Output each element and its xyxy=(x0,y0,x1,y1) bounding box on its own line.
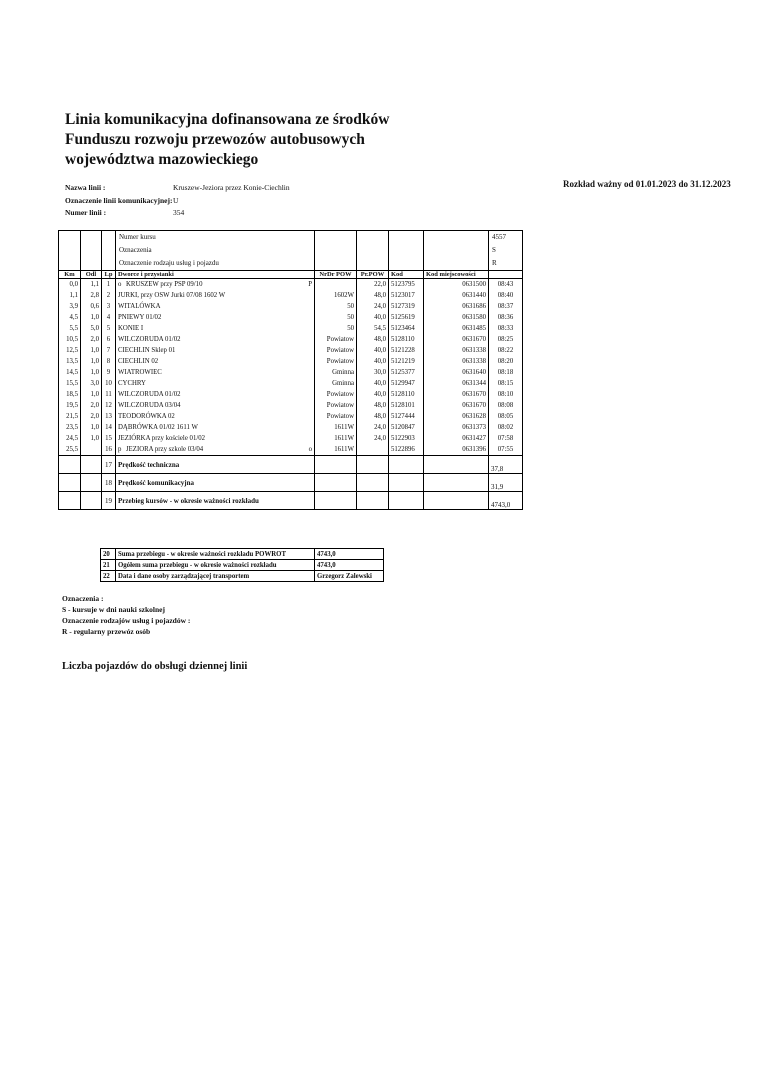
kod-cell: 5127444 xyxy=(389,411,424,422)
summary-row xyxy=(59,474,523,492)
kodm-cell: 0631640 xyxy=(424,367,489,378)
stop-name: TEODORÓWKA 02 xyxy=(118,413,175,420)
stop-name: CIECHLIN 02 xyxy=(118,358,159,365)
sum-row xyxy=(101,549,384,560)
line-mark-value: U xyxy=(173,196,179,205)
kod-cell: 5128110 xyxy=(389,389,424,400)
lp-cell: 6 xyxy=(102,334,116,345)
note-line: S - kursuje w dni nauki szkolnej xyxy=(62,605,165,614)
stop-name: WIATROWIEC xyxy=(118,369,162,376)
summary-blank xyxy=(357,456,389,474)
kodm-cell: 0631670 xyxy=(424,334,489,345)
summary-blank xyxy=(315,492,357,510)
km-cell: 21,5 xyxy=(59,411,81,422)
lp-cell: 13 xyxy=(102,411,116,422)
prpow-cell: 40,0 xyxy=(357,389,389,400)
time-cell: 07:55 xyxy=(489,444,523,456)
kodm-cell: 0631373 xyxy=(424,422,489,433)
lp-cell: 8 xyxy=(102,356,116,367)
nrdr-cell: Gminna xyxy=(315,378,357,389)
prpow-cell: 40,0 xyxy=(357,356,389,367)
stop-row xyxy=(59,301,523,312)
summary-blank xyxy=(424,456,489,474)
sum-value: Grzegorz Zalewski xyxy=(315,571,384,582)
kod-cell: 5125377 xyxy=(389,367,424,378)
nrdr-cell: Gminna xyxy=(315,367,357,378)
summary-blank xyxy=(389,456,424,474)
kod-cell: 5128101 xyxy=(389,400,424,411)
summary-lp: 17 xyxy=(102,456,116,474)
nrdr-cell: Powiatow xyxy=(315,334,357,345)
km-cell: 0,0 xyxy=(59,279,81,291)
course-service-label: Oznaczenie rodzaju usług i pojazdu xyxy=(119,259,219,267)
timetable xyxy=(58,230,523,510)
km-cell: 14,5 xyxy=(59,367,81,378)
prpow-cell: 48,0 xyxy=(357,400,389,411)
kod-cell: 5123795 xyxy=(389,279,424,291)
sum-value: 4743,0 xyxy=(315,560,384,571)
time-cell: 08:18 xyxy=(489,367,523,378)
odl-cell: 3,0 xyxy=(81,378,102,389)
summary-row xyxy=(59,492,523,510)
summary-blank xyxy=(81,492,102,510)
kod-cell: 5123464 xyxy=(389,323,424,334)
col-odl: Odl xyxy=(81,271,102,279)
line-number-label: Numer linii : xyxy=(65,208,107,217)
prpow-cell: 24,0 xyxy=(357,301,389,312)
line-number-value: 354 xyxy=(173,208,185,217)
odl-cell: 1,0 xyxy=(81,312,102,323)
stop-cell xyxy=(116,312,315,323)
stop-cell xyxy=(116,433,315,444)
kodm-cell: 0631396 xyxy=(424,444,489,456)
km-cell: 12,5 xyxy=(59,345,81,356)
summary-blank xyxy=(59,474,81,492)
kodm-cell: 0631338 xyxy=(424,356,489,367)
stop-name: KONIE I xyxy=(118,325,144,332)
time-cell: 08:25 xyxy=(489,334,523,345)
summary-blank xyxy=(357,474,389,492)
stop-row xyxy=(59,323,523,334)
odl-cell: 1,0 xyxy=(81,345,102,356)
kodm-cell: 0631580 xyxy=(424,312,489,323)
course-number-label: Numer kursu xyxy=(119,233,156,241)
stop-cell xyxy=(116,356,315,367)
nrdr-cell: 50 xyxy=(315,323,357,334)
time-cell: 08:22 xyxy=(489,345,523,356)
stop-cell xyxy=(116,323,315,334)
kod-cell: 5122903 xyxy=(389,433,424,444)
lp-cell: 4 xyxy=(102,312,116,323)
prpow-cell: 48,0 xyxy=(357,290,389,301)
nrdr-cell: Powiatow xyxy=(315,400,357,411)
stop-cell xyxy=(116,422,315,433)
lp-cell: 7 xyxy=(102,345,116,356)
stop-cell xyxy=(116,345,315,356)
kodm-cell: 0631670 xyxy=(424,400,489,411)
prpow-cell: 40,0 xyxy=(357,312,389,323)
kodm-cell: 0631485 xyxy=(424,323,489,334)
kod-cell: 5120847 xyxy=(389,422,424,433)
km-cell: 13,5 xyxy=(59,356,81,367)
stop-row xyxy=(59,279,523,291)
summary-blank xyxy=(424,474,489,492)
stop-cell xyxy=(116,290,315,301)
stop-row xyxy=(59,334,523,345)
stop-cell xyxy=(116,389,315,400)
stop-cell xyxy=(116,444,315,456)
km-cell: 25,5 xyxy=(59,444,81,456)
nrdr-cell: Powiatow xyxy=(315,389,357,400)
kodm-cell: 0631628 xyxy=(424,411,489,422)
kod-cell: 5128110 xyxy=(389,334,424,345)
km-cell: 10,5 xyxy=(59,334,81,345)
course-mark: S xyxy=(492,246,496,254)
km-cell: 15,5 xyxy=(59,378,81,389)
km-cell: 24,5 xyxy=(59,433,81,444)
summary-label: Prędkość komunikacyjna xyxy=(116,474,315,492)
sums-table xyxy=(100,548,384,582)
odl-cell: 2,8 xyxy=(81,290,102,301)
sum-label: Suma przebiegu - w okresie ważności rozkładu POWROT xyxy=(116,549,315,560)
vehicles-count-label: Liczba pojazdów do obsługi dziennej linii xyxy=(62,661,248,672)
sum-row xyxy=(101,560,384,571)
odl-cell: 2,0 xyxy=(81,334,102,345)
summary-blank xyxy=(389,492,424,510)
stop-name: JEZIORA przy szkole 03/04 xyxy=(126,446,204,453)
prpow-cell: 24,0 xyxy=(357,433,389,444)
sum-lp: 22 xyxy=(101,571,116,582)
stop-name: WILCZORUDA 01/02 xyxy=(118,336,181,343)
kod-cell: 5123017 xyxy=(389,290,424,301)
prpow-cell: 40,0 xyxy=(357,378,389,389)
col-time xyxy=(489,271,523,279)
lp-cell: 9 xyxy=(102,367,116,378)
summary-blank xyxy=(424,492,489,510)
stop-mark: o xyxy=(118,281,122,288)
nrdr-cell: Powiatow xyxy=(315,356,357,367)
note-line: Oznaczenia : xyxy=(62,594,104,603)
validity-period: Rozkład ważny od 01.01.2023 do 31.12.2023 xyxy=(563,179,731,189)
stop-mark: p xyxy=(118,446,122,453)
kod-cell: 5127319 xyxy=(389,301,424,312)
stop-cell xyxy=(116,334,315,345)
time-cell: 08:33 xyxy=(489,323,523,334)
stop-name: JEZIÓRKA przy kościele 01/02 xyxy=(118,435,206,442)
prpow-cell: 40,0 xyxy=(357,345,389,356)
odl-cell: 1,0 xyxy=(81,422,102,433)
col-kodm: Kod miejscowości xyxy=(424,271,489,279)
stop-cell xyxy=(116,411,315,422)
summary-blank xyxy=(315,474,357,492)
stop-name: DĄBRÓWKA 01/02 1611 W xyxy=(118,424,198,431)
stop-name: WILCZORUDA 03/04 xyxy=(118,402,181,409)
stop-name: CIECHLIN Sklep 01 xyxy=(118,347,176,354)
col-kod: Kod xyxy=(389,271,424,279)
lp-cell: 11 xyxy=(102,389,116,400)
kodm-cell: 0631686 xyxy=(424,301,489,312)
stop-row xyxy=(59,356,523,367)
odl-cell xyxy=(81,444,102,456)
stop-side-mark: P xyxy=(308,281,312,288)
stop-cell xyxy=(116,301,315,312)
nrdr-cell xyxy=(315,279,357,291)
col-lp: Lp xyxy=(102,271,116,279)
time-cell: 08:36 xyxy=(489,312,523,323)
stop-row xyxy=(59,378,523,389)
nrdr-cell: 1602W xyxy=(315,290,357,301)
odl-cell: 1,0 xyxy=(81,389,102,400)
nrdr-cell: Powiatow xyxy=(315,411,357,422)
stop-row xyxy=(59,389,523,400)
column-header-row xyxy=(59,271,523,279)
summary-label: Przebieg kursów - w okresie ważności rozkładu xyxy=(116,492,315,510)
kodm-cell: 0631427 xyxy=(424,433,489,444)
kod-cell: 5121228 xyxy=(389,345,424,356)
stop-name: PNIEWY 01/02 xyxy=(118,314,162,321)
stop-cell xyxy=(116,367,315,378)
lp-cell: 5 xyxy=(102,323,116,334)
stop-row xyxy=(59,411,523,422)
course-header-row xyxy=(59,231,523,271)
stop-row xyxy=(59,312,523,323)
summary-value: 37,8 xyxy=(489,456,523,474)
stop-name: KRUSZEW przy PSP 09/10 xyxy=(126,281,203,288)
course-marks-label: Oznaczenia xyxy=(119,246,152,254)
lp-cell: 10 xyxy=(102,378,116,389)
stop-cell xyxy=(116,279,315,291)
line-name-label: Nazwa linii : xyxy=(65,183,106,192)
time-cell: 08:37 xyxy=(489,301,523,312)
summary-value: 4743,0 xyxy=(489,492,523,510)
col-stops: Dworce i przystanki xyxy=(116,271,315,279)
stop-row xyxy=(59,345,523,356)
nrdr-cell: 1611W xyxy=(315,433,357,444)
stop-row xyxy=(59,422,523,433)
summary-blank xyxy=(81,456,102,474)
kod-cell: 5125619 xyxy=(389,312,424,323)
km-cell: 4,5 xyxy=(59,312,81,323)
odl-cell: 1,0 xyxy=(81,367,102,378)
stop-row xyxy=(59,290,523,301)
stop-name: WITALÓWKA xyxy=(118,303,161,310)
summary-blank xyxy=(81,474,102,492)
odl-cell: 0,6 xyxy=(81,301,102,312)
km-cell: 23,5 xyxy=(59,422,81,433)
prpow-cell: 30,0 xyxy=(357,367,389,378)
odl-cell: 1,0 xyxy=(81,433,102,444)
kodm-cell: 0631500 xyxy=(424,279,489,291)
summary-label: Prędkość techniczna xyxy=(116,456,315,474)
stop-row xyxy=(59,367,523,378)
stop-cell xyxy=(116,400,315,411)
time-cell: 08:10 xyxy=(489,389,523,400)
sum-value: 4743,0 xyxy=(315,549,384,560)
kodm-cell: 0631440 xyxy=(424,290,489,301)
time-cell: 08:08 xyxy=(489,400,523,411)
kodm-cell: 0631344 xyxy=(424,378,489,389)
lp-cell: 12 xyxy=(102,400,116,411)
time-cell: 08:20 xyxy=(489,356,523,367)
odl-cell: 1,1 xyxy=(81,279,102,291)
line-mark-row xyxy=(65,196,179,205)
col-km: Km xyxy=(59,271,81,279)
summary-blank xyxy=(389,474,424,492)
line-name-value: Kruszew-Jeziora przez Konie-Ciechlin xyxy=(173,183,290,192)
document-title: Linia komunikacyjna dofinansowana ze środków Funduszu rozwoju przewozów autobusowych województwa mazowieckiego xyxy=(65,111,390,168)
odl-cell: 2,0 xyxy=(81,400,102,411)
col-nrdr: NrDr POW xyxy=(315,271,357,279)
time-cell: 08:02 xyxy=(489,422,523,433)
prpow-cell: 54,5 xyxy=(357,323,389,334)
sum-lp: 20 xyxy=(101,549,116,560)
stop-name: JURKI, przy OSW Jurki 07/08 1602 W xyxy=(118,292,226,299)
lp-cell: 3 xyxy=(102,301,116,312)
nrdr-cell: 1611W xyxy=(315,422,357,433)
line-mark-label: Oznaczenie linii komunikacyjnej: xyxy=(65,196,173,205)
km-cell: 19,5 xyxy=(59,400,81,411)
course-service: R xyxy=(492,259,497,267)
summary-blank xyxy=(315,456,357,474)
time-cell: 07:58 xyxy=(489,433,523,444)
col-prpow: Pr.POW xyxy=(357,271,389,279)
course-number: 4557 xyxy=(492,233,506,241)
summary-row xyxy=(59,456,523,474)
sum-row xyxy=(101,571,384,582)
stop-side-mark: o xyxy=(308,446,312,453)
summary-lp: 18 xyxy=(102,474,116,492)
summary-blank xyxy=(59,456,81,474)
summary-lp: 19 xyxy=(102,492,116,510)
stop-cell xyxy=(116,378,315,389)
km-cell: 3,9 xyxy=(59,301,81,312)
stop-row xyxy=(59,400,523,411)
sum-label: Data i dane osoby zarządzającej transportem xyxy=(116,571,315,582)
km-cell: 5,5 xyxy=(59,323,81,334)
summary-blank xyxy=(59,492,81,510)
prpow-cell: 48,0 xyxy=(357,334,389,345)
prpow-cell xyxy=(357,444,389,456)
odl-cell: 1,0 xyxy=(81,356,102,367)
note-line: Oznaczenie rodzajów usług i pojazdów : xyxy=(62,616,191,625)
kod-cell: 5129947 xyxy=(389,378,424,389)
prpow-cell: 22,0 xyxy=(357,279,389,291)
kodm-cell: 0631338 xyxy=(424,345,489,356)
odl-cell: 2,0 xyxy=(81,411,102,422)
nrdr-cell: 1611W xyxy=(315,444,357,456)
stop-row xyxy=(59,433,523,444)
note-line: R - regularny przewóz osób xyxy=(62,627,151,636)
notes xyxy=(62,593,190,637)
time-cell: 08:40 xyxy=(489,290,523,301)
lp-cell: 14 xyxy=(102,422,116,433)
kod-cell: 5121219 xyxy=(389,356,424,367)
summary-value: 31,9 xyxy=(489,474,523,492)
prpow-cell: 48,0 xyxy=(357,411,389,422)
lp-cell: 16 xyxy=(102,444,116,456)
time-cell: 08:05 xyxy=(489,411,523,422)
stop-name: WILCZORUDA 01/02 xyxy=(118,391,181,398)
km-cell: 18,5 xyxy=(59,389,81,400)
line-number-row xyxy=(65,208,185,217)
kod-cell: 5122896 xyxy=(389,444,424,456)
sum-label: Ogółem suma przebiegu - w okresie ważności rozkładu xyxy=(116,560,315,571)
prpow-cell: 24,0 xyxy=(357,422,389,433)
stop-row xyxy=(59,444,523,456)
nrdr-cell: 50 xyxy=(315,312,357,323)
time-cell: 08:43 xyxy=(489,279,523,291)
lp-cell: 2 xyxy=(102,290,116,301)
nrdr-cell: 50 xyxy=(315,301,357,312)
lp-cell: 1 xyxy=(102,279,116,291)
line-name-row xyxy=(65,183,290,192)
stop-name: CYCHRY xyxy=(118,380,146,387)
lp-cell: 15 xyxy=(102,433,116,444)
kodm-cell: 0631670 xyxy=(424,389,489,400)
summary-blank xyxy=(357,492,389,510)
odl-cell: 5,0 xyxy=(81,323,102,334)
time-cell: 08:15 xyxy=(489,378,523,389)
km-cell: 1,1 xyxy=(59,290,81,301)
nrdr-cell: Powiatow xyxy=(315,345,357,356)
sum-lp: 21 xyxy=(101,560,116,571)
